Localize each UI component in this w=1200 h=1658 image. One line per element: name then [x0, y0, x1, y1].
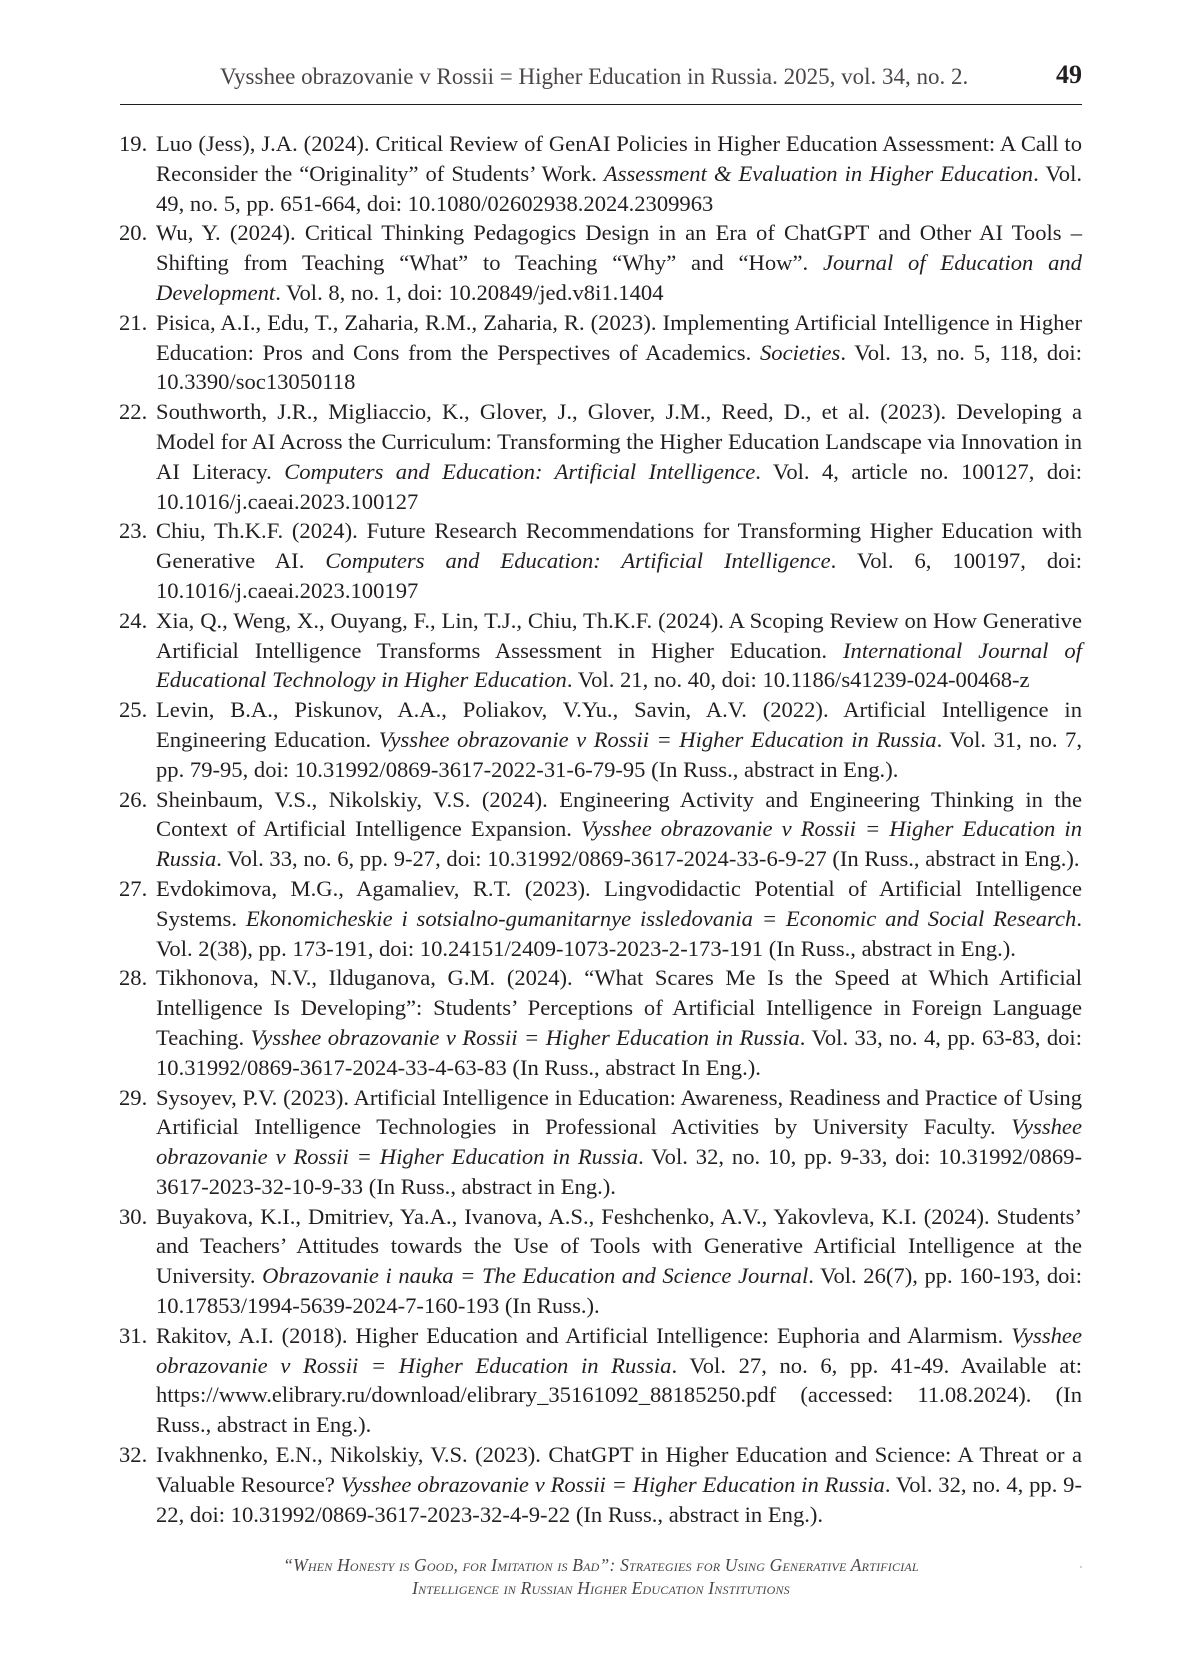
reference-journal: Vysshee obrazovanie v Rossii = Higher Education in Russia [156, 1322, 1082, 1378]
reference-journal: Vysshee obrazovanie v Rossii = Higher Education in Russia [156, 816, 1082, 872]
reference-item [120, 1083, 1082, 1202]
reference-item [120, 397, 1082, 516]
reference-number: 21. [119, 309, 148, 335]
reference-item [120, 516, 1082, 605]
reference-details: . Vol. 21, no. 40, doi: 10.1186/s41239-024-00468-z [566, 667, 1030, 693]
article-title-line-2: Intelligence in Russian Higher Education Institutions [412, 1578, 790, 1598]
reference-number: 25. [119, 697, 148, 723]
reference-journal: International Journal of Educational Technology in Higher Education [156, 637, 1082, 693]
reference-number: 31. [119, 1322, 148, 1348]
reference-details: . Vol. 26(7), pp. 160-193, doi: 10.17853/1994-5639-2024-7-160-193 (In Russ.). [156, 1263, 1082, 1319]
reference-details: . Vol. 32, no. 4, pp. 9-22, doi: 10.31992/0869-3617-2023-32-4-9-22 (In Russ., abstract in Eng.). [156, 1471, 1082, 1527]
reference-journal: Journal of Education and Development [156, 250, 1082, 305]
reference-authors-title: Evdokimova, M.G., Agamaliev, R.T. (2023). Lingvodidactic Potential of Artificial Intelligence Systems. [156, 875, 1082, 931]
reference-authors-title: Sheinbaum, V.S., Nikolskiy, V.S. (2024). Engineering Activity and Engineering Thinking in the Context of Artificial Intelligence Expansion. [156, 786, 1082, 842]
running-footer [120, 1554, 1082, 1600]
reference-details: . Vol. 8, no. 1, doi: 10.20849/jed.v8i1.1404 [275, 279, 664, 305]
reference-journal: Vysshee obrazovanie v Rossii = Higher Education in Russia [340, 1471, 885, 1497]
reference-authors-title: Buyakova, K.I., Dmitriev, Ya.A., Ivanova, A.S., Feshchenko, A.V., Yakovleva, K.I. (2024). Students’ and Teachers’ Attitudes towards the Use of Tools with Generative Artificial Intelligence at the University. [156, 1203, 1082, 1289]
reference-details: . Vol. 33, no. 6, pp. 9-27, doi: 10.31992/0869-3617-2024-33-6-9-27 (In Russ., abstract in Eng.). [216, 846, 1080, 872]
reference-number: 20. [119, 220, 148, 246]
running-header [120, 58, 1082, 105]
reference-item [120, 874, 1082, 963]
reference-details: . Vol. 13, no. 5, 118, doi: 10.3390/soc13050118 [156, 339, 1082, 395]
reference-journal: Obrazovanie i nauka = The Education and Science Journal [262, 1263, 809, 1289]
reference-number: 32. [119, 1442, 148, 1468]
reference-journal: Computers and Education: Artificial Intelligence [325, 548, 831, 574]
reference-number: 24. [119, 607, 148, 633]
reference-details: . Vol. 33, no. 4, pp. 63-83, doi: 10.31992/0869-3617-2024-33-4-63-83 (In Russ., abstract In Eng.). [156, 1024, 1082, 1080]
reference-details: . Vol. 31, no. 7, pp. 79-95, doi: 10.31992/0869-3617-2022-31-6-79-95 (In Russ., abstract in Eng.). [156, 726, 1083, 782]
reference-details: . Vol. 32, no. 10, pp. 9-33, doi: 10.31992/0869-3617-2023-32-10-9-33 (In Russ., abstract in Eng.). [156, 1144, 1082, 1199]
reference-journal: Ekonomicheskie i sotsialno-gumanitarnye issledovania = Economic and Social Research [245, 905, 1077, 931]
page-number: 49 [1056, 60, 1082, 89]
reference-journal: Vysshee obrazovanie v Rossii = Higher Education in Russia [378, 726, 937, 752]
reference-item [120, 785, 1082, 874]
reference-authors-title: Wu, Y. (2024). Critical Thinking Pedagogics Design in an Era of ChatGPT and Other AI Tools – Shifting from Teaching “What” to Teaching “Why” and “How”. [156, 220, 1082, 276]
reference-number: 23. [119, 518, 148, 544]
reference-authors-title: Levin, B.A., Piskunov, A.A., Poliakov, V.Yu., Savin, A.V. (2022). Artificial Intelligence in Engineering Education. [156, 697, 1082, 752]
reference-number: 28. [119, 965, 148, 991]
reference-details: . Vol. 4, article no. 100127, doi: 10.1016/j.caeai.2023.100127 [156, 458, 1083, 514]
reference-details: . Vol. 27, no. 6, pp. 41-49. Available at: https://www.elibrary.ru/download/elibrary_35161092_88185250.pdf (accessed: 11.08.2024). (In Russ., abstract in Eng.). [156, 1352, 1082, 1438]
reference-item [120, 695, 1082, 784]
journal-title: Vysshee obrazovanie v Rossii = Higher Education in Russia. 2025, vol. 34, no. 2. [220, 64, 969, 89]
reference-item [120, 606, 1082, 695]
reference-journal: Assessment & Evaluation in Higher Education [603, 160, 1034, 186]
reference-journal: Societies [760, 339, 841, 365]
reference-authors-title: Ivakhnenko, E.N., Nikolskiy, V.S. (2023). ChatGPT in Higher Education and Science: A Threat or a Valuable Resource? [156, 1442, 1082, 1497]
reference-number: 19. [119, 131, 148, 156]
reference-authors-title: Pisica, A.I., Edu, T., Zaharia, R.M., Zaharia, R. (2023). Implementing Artificial Intelligence in Higher Education: Pros and Cons from the Perspectives of Academics. [156, 309, 1082, 365]
reference-item [120, 1321, 1082, 1440]
reference-number: 30. [119, 1203, 148, 1229]
reference-number: 22. [119, 399, 148, 425]
reference-number: 26. [119, 786, 148, 812]
reference-item [120, 1202, 1082, 1321]
reference-item [120, 963, 1082, 1082]
reference-details: . Vol. 49, no. 5, pp. 651-664, doi: 10.1080/02602938.2024.2309963 [156, 160, 1082, 216]
reference-list [120, 129, 1082, 1529]
reference-details: . Vol. 2(38), pp. 173-191, doi: 10.24151/2409-1073-2023-2-173-191 (In Russ., abstract in Eng.). [156, 905, 1082, 961]
reference-authors-title: Sysoyev, P.V. (2023). Artificial Intelligence in Education: Awareness, Readiness and Practice of Using Artificial Intelligence Technologies in Professional Activities by University Faculty. [156, 1084, 1082, 1140]
reference-details: . Vol. 6, 100197, doi: 10.1016/j.caeai.2023.100197 [156, 548, 1082, 603]
reference-item [120, 1440, 1082, 1529]
reference-item [120, 308, 1082, 397]
reference-journal: Computers and Education: Artificial Intelligence [284, 458, 756, 484]
reference-authors-title: Southworth, J.R., Migliaccio, K., Glover, J., Glover, J.M., Reed, D., et al. (2023). Developing a Model for AI Across the Curriculum: Transforming the Higher Education Landscape via Innovation in AI Literacy. [156, 399, 1082, 484]
reference-journal: Vysshee obrazovanie v Rossii = Higher Education in Russia [250, 1024, 800, 1050]
footer-mark: · [1077, 1557, 1084, 1577]
reference-authors-title: Tikhonova, N.V., Ilduganova, G.M. (2024). “What Scares Me Is the Speed at Which Artificial Intelligence Is Developing”: Students’ Perceptions of Artificial Intelligence in Foreign Language Teaching. [156, 965, 1082, 1050]
reference-number: 29. [119, 1084, 148, 1110]
reference-authors-title: Chiu, Th.K.F. (2024). Future Research Recommendations for Transforming Higher Education with Generative AI. [156, 518, 1082, 574]
reference-item [120, 129, 1082, 218]
reference-authors-title: Luo (Jess), J.A. (2024). Critical Review of GenAI Policies in Higher Education Assessment: A Call to Reconsider the “Originality” of Students’ Work. [156, 131, 1082, 186]
reference-number: 27. [119, 875, 148, 901]
reference-authors-title: Xia, Q., Weng, X., Ouyang, F., Lin, T.J., Chiu, Th.K.F. (2024). A Scoping Review on How Generative Artificial Intelligence Transforms Assessment in Higher Education. [156, 607, 1082, 663]
reference-item [120, 218, 1082, 307]
reference-authors-title: Rakitov, A.I. (2018). Higher Education and Artificial Intelligence: Euphoria and Alarmism. [156, 1322, 1012, 1348]
reference-journal: Vysshee obrazovanie v Rossii = Higher Education in Russia [156, 1114, 1082, 1170]
article-title-line-1: “When Honesty is Good, for Imitation is Bad”: Strategies for Using Generative Artificial [283, 1555, 919, 1575]
